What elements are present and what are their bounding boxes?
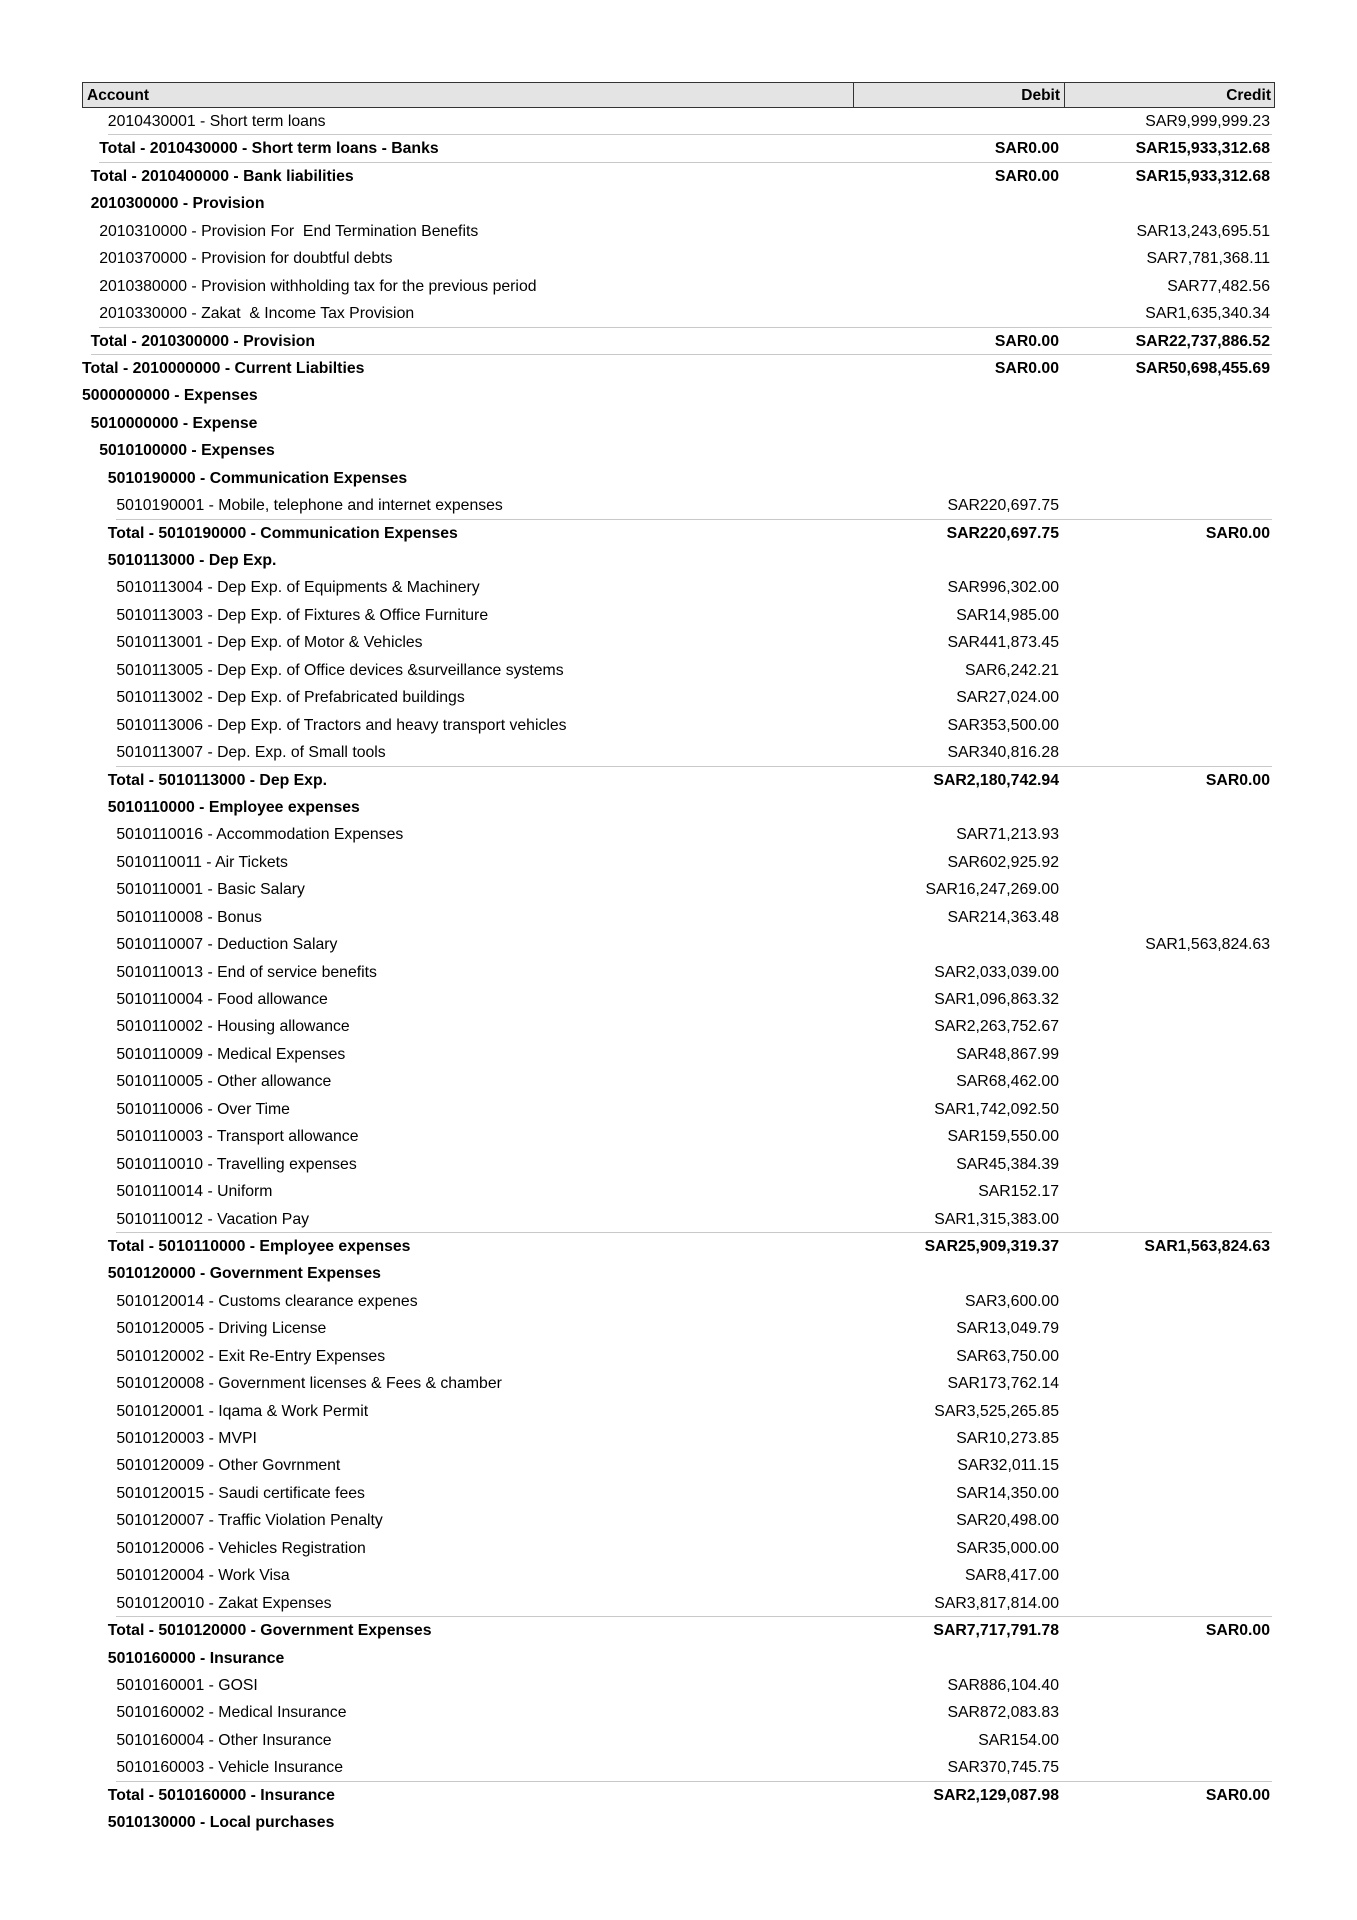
debit-amount: SAR602,925.92 (947, 853, 1059, 871)
account-name: 5010110013 - End of service benefits (116, 963, 377, 981)
table-row (82, 1727, 1275, 1754)
debit-amount: SAR340,816.28 (947, 744, 1059, 762)
account-name: 5010000000 - Expense (90, 414, 258, 432)
account-name: Total - 2010400000 - Bank liabilities (90, 167, 354, 185)
account-name: 5010120003 - MVPI (116, 1430, 257, 1447)
debit-amount: SAR32,011.15 (957, 1457, 1059, 1475)
account-name: 5010120002 - Exit Re-Entry Expenses (116, 1347, 386, 1365)
account-name: 5010100000 - Expenses (99, 442, 275, 460)
account-name: 5010110011 - Air Tickets (116, 853, 288, 871)
debit-amount: SAR35,000.00 (956, 1539, 1059, 1557)
debit-amount: SAR2,033,039.00 (934, 963, 1059, 981)
table-row (82, 1452, 1275, 1479)
table-row (82, 1178, 1275, 1205)
account-name: 5010120006 - Vehicles Registration (116, 1539, 366, 1557)
account-name: 5010113006 - Dep Exp. of Tractors and heavy transport vehicles (116, 716, 567, 734)
account-name: 5010113000 - Dep Exp. (107, 552, 277, 569)
account-name: 5010110009 - Medical Expenses (116, 1045, 346, 1063)
account-name: 5010110005 - Other allowance (116, 1073, 332, 1091)
table-row (82, 904, 1275, 931)
table-row (82, 1754, 1275, 1781)
total-row (82, 1617, 1275, 1644)
account-name: 5010110002 - Housing allowance (116, 1018, 350, 1036)
account-name: 2010370000 - Provision for doubtful debts (99, 250, 393, 268)
account-name: 5000000000 - Expenses (82, 387, 258, 405)
table-row (82, 574, 1275, 601)
account-name: Total - 5010110000 - Employee expenses (107, 1237, 411, 1255)
table-row (82, 1590, 1275, 1617)
table-row (82, 1123, 1275, 1150)
debit-amount: SAR220,697.75 (947, 497, 1059, 515)
debit-amount: SAR0.00 (994, 332, 1059, 350)
debit-amount: SAR441,873.45 (947, 634, 1059, 652)
debit-amount: SAR154.00 (978, 1731, 1059, 1749)
table-row (82, 1096, 1275, 1123)
account-name: 5010113007 - Dep. Exp. of Small tools (116, 744, 386, 762)
debit-amount: SAR6,242.21 (965, 661, 1059, 679)
account-name: 5010113003 - Dep Exp. of Fixtures & Office Furniture (116, 606, 489, 624)
debit-amount: SAR45,384.39 (956, 1155, 1059, 1173)
account-name: 5010110006 - Over Time (116, 1100, 290, 1118)
column-header-debit: Debit (853, 83, 1064, 107)
account-name: Total - 2010000000 - Current Liabilties (82, 359, 365, 377)
debit-amount: SAR152.17 (978, 1183, 1059, 1201)
debit-amount: SAR3,817,814.00 (934, 1594, 1059, 1612)
debit-amount: SAR13,049.79 (956, 1320, 1059, 1338)
account-name: Total - 5010160000 - Insurance (107, 1786, 335, 1804)
table-header (82, 82, 1275, 108)
debit-amount: SAR0.00 (994, 167, 1059, 185)
debit-amount: SAR3,525,265.85 (934, 1402, 1059, 1420)
debit-amount: SAR370,745.75 (947, 1759, 1059, 1777)
table-row (82, 849, 1275, 876)
debit-amount: SAR3,600.00 (965, 1292, 1059, 1310)
group-header-row (82, 190, 1275, 217)
table-row (82, 1562, 1275, 1589)
table-row (82, 1535, 1275, 1562)
group-header-row (82, 1260, 1275, 1287)
table-row (82, 218, 1275, 245)
credit-amount: SAR50,698,455.69 (1135, 359, 1270, 377)
table-row (82, 602, 1275, 629)
total-row (82, 1782, 1275, 1809)
table-row (82, 108, 1275, 135)
total-row (82, 1233, 1275, 1260)
debit-amount: SAR16,247,269.00 (925, 881, 1059, 899)
table-row (82, 1425, 1275, 1452)
table-row (82, 1507, 1275, 1534)
account-name: 2010430001 - Short term loans (107, 113, 326, 130)
table-row (82, 1013, 1275, 1040)
account-name: 5010113005 - Dep Exp. of Office devices &surveillance systems (116, 661, 564, 679)
credit-amount: SAR13,243,695.51 (1136, 222, 1270, 240)
debit-amount: SAR27,024.00 (956, 689, 1059, 707)
credit-amount: SAR7,781,368.11 (1146, 250, 1270, 268)
credit-amount: SAR15,933,312.68 (1135, 167, 1270, 185)
debit-amount: SAR1,742,092.50 (934, 1100, 1059, 1118)
debit-amount: SAR2,263,752.67 (934, 1018, 1059, 1036)
table-row (82, 931, 1275, 958)
credit-amount: SAR1,563,824.63 (1144, 1237, 1270, 1255)
account-name: 5010113004 - Dep Exp. of Equipments & Machinery (116, 579, 480, 597)
account-name: 2010330000 - Zakat & Income Tax Provision (99, 305, 415, 323)
table-row (82, 1370, 1275, 1397)
account-name: 5010120005 - Driving License (116, 1320, 327, 1338)
total-row (82, 520, 1275, 547)
account-name: 5010120014 - Customs clearance expenes (116, 1292, 418, 1310)
debit-amount: SAR10,273.85 (956, 1430, 1059, 1447)
account-name: 5010110012 - Vacation Pay (116, 1210, 310, 1228)
table-row (82, 1288, 1275, 1315)
table-row (82, 1151, 1275, 1178)
table-row (82, 959, 1275, 986)
table-row (82, 712, 1275, 739)
table-row (82, 657, 1275, 684)
debit-amount: SAR2,180,742.94 (933, 771, 1059, 789)
credit-amount: SAR0.00 (1205, 771, 1270, 789)
table-row (82, 684, 1275, 711)
debit-amount: SAR872,083.83 (947, 1704, 1059, 1722)
account-name: 5010160000 - Insurance (107, 1649, 285, 1667)
column-header-credit: Credit (1064, 83, 1274, 107)
account-name: 5010110001 - Basic Salary (116, 881, 305, 899)
debit-amount: SAR71,213.93 (956, 826, 1059, 844)
account-name: 5010120001 - Iqama & Work Permit (116, 1402, 369, 1420)
debit-amount: SAR25,909,319.37 (924, 1237, 1059, 1255)
group-header-row (82, 1645, 1275, 1672)
credit-amount: SAR15,933,312.68 (1135, 140, 1270, 158)
account-name: 5010110010 - Travelling expenses (116, 1155, 357, 1173)
table-row (82, 245, 1275, 272)
account-name: 5010113002 - Dep Exp. of Prefabricated buildings (116, 689, 465, 707)
table-row (82, 1068, 1275, 1095)
table-body (82, 108, 1275, 1837)
debit-amount: SAR8,417.00 (965, 1567, 1059, 1585)
debit-amount: SAR0.00 (994, 359, 1059, 377)
account-name: Total - 5010120000 - Government Expenses (107, 1622, 432, 1640)
group-header-row (82, 410, 1275, 437)
trial-balance-report (82, 82, 1275, 1837)
table-row (82, 1672, 1275, 1699)
debit-amount: SAR20,498.00 (956, 1512, 1059, 1530)
table-row (82, 273, 1275, 300)
table-row (82, 629, 1275, 656)
group-header-row (82, 794, 1275, 821)
table-row (82, 1041, 1275, 1068)
account-name: 5010130000 - Local purchases (107, 1814, 335, 1832)
account-name: 5010120008 - Government licenses & Fees & chamber (116, 1375, 502, 1393)
account-name: 5010110000 - Employee expenses (107, 798, 360, 816)
account-name: 5010160004 - Other Insurance (116, 1731, 332, 1749)
total-row (82, 163, 1275, 190)
credit-amount: SAR1,563,824.63 (1145, 936, 1270, 954)
credit-amount: SAR9,999,999.23 (1145, 113, 1270, 130)
account-name: Total - 2010430000 - Short term loans - Banks (99, 140, 439, 158)
credit-amount: SAR22,737,886.52 (1135, 332, 1270, 350)
debit-amount: SAR68,462.00 (956, 1073, 1059, 1091)
account-name: 5010160002 - Medical Insurance (116, 1704, 347, 1722)
account-name: 5010160003 - Vehicle Insurance (116, 1759, 343, 1777)
debit-amount: SAR1,096,863.32 (934, 991, 1059, 1008)
debit-amount: SAR2,129,087.98 (933, 1786, 1059, 1804)
account-name: Total - 5010190000 - Communication Expenses (107, 524, 458, 542)
group-header-row (82, 437, 1275, 464)
account-name: 5010120007 - Traffic Violation Penalty (116, 1512, 383, 1530)
credit-amount: SAR77,482.56 (1167, 277, 1270, 295)
account-name: 5010110016 - Accommodation Expenses (116, 826, 404, 844)
debit-amount: SAR353,500.00 (947, 716, 1059, 734)
table-row (82, 986, 1275, 1013)
account-name: 2010380000 - Provision withholding tax for the previous period (99, 277, 537, 295)
total-row (82, 767, 1275, 794)
group-header-row (82, 465, 1275, 492)
account-name: 5010120010 - Zakat Expenses (116, 1594, 332, 1612)
group-header-row (82, 547, 1275, 574)
debit-amount: SAR14,350.00 (956, 1484, 1059, 1502)
account-name: 5010120009 - Other Govrnment (116, 1457, 341, 1475)
total-row (82, 328, 1275, 355)
debit-amount: SAR14,985.00 (956, 606, 1059, 624)
account-name: 5010160001 - GOSI (116, 1676, 258, 1694)
table-row (82, 1315, 1275, 1342)
account-name: 5010110008 - Bonus (116, 908, 262, 926)
debit-amount: SAR886,104.40 (947, 1676, 1059, 1694)
debit-amount: SAR214,363.48 (947, 908, 1059, 926)
total-row (82, 135, 1275, 162)
table-row (82, 821, 1275, 848)
account-name: 5010110007 - Deduction Salary (116, 936, 338, 954)
table-row (82, 492, 1275, 519)
debit-amount: SAR48,867.99 (956, 1045, 1059, 1063)
account-name: 5010120004 - Work Visa (116, 1567, 290, 1585)
account-name: 5010190001 - Mobile, telephone and internet expenses (116, 497, 503, 515)
credit-amount: SAR0.00 (1205, 524, 1270, 542)
account-name: 2010310000 - Provision For End Termination Benefits (99, 222, 479, 240)
group-header-row (82, 1809, 1275, 1836)
table-row (82, 876, 1275, 903)
credit-amount: SAR0.00 (1205, 1786, 1270, 1804)
account-name: 2010300000 - Provision (90, 195, 265, 213)
total-row (82, 355, 1275, 382)
account-name: 5010110014 - Uniform (116, 1183, 273, 1201)
debit-amount: SAR7,717,791.78 (933, 1622, 1059, 1640)
group-header-row (82, 382, 1275, 409)
account-name: 5010120000 - Government Expenses (107, 1265, 381, 1283)
credit-amount: SAR1,635,340.34 (1145, 305, 1270, 323)
table-row (82, 739, 1275, 766)
account-name: 5010190000 - Communication Expenses (107, 469, 408, 487)
debit-amount: SAR159,550.00 (947, 1128, 1059, 1146)
account-name: 5010120015 - Saudi certificate fees (116, 1484, 365, 1502)
account-name: 5010110004 - Food allowance (116, 991, 328, 1008)
debit-amount: SAR0.00 (994, 140, 1059, 158)
debit-amount: SAR173,762.14 (947, 1375, 1059, 1393)
table-row (82, 1480, 1275, 1507)
account-name: Total - 2010300000 - Provision (90, 332, 316, 350)
table-row (82, 300, 1275, 327)
account-name: Total - 5010113000 - Dep Exp. (107, 771, 328, 789)
table-row (82, 1343, 1275, 1370)
debit-amount: SAR63,750.00 (956, 1347, 1059, 1365)
debit-amount: SAR1,315,383.00 (934, 1210, 1059, 1228)
credit-amount: SAR0.00 (1205, 1622, 1270, 1640)
column-header-account: Account (87, 87, 149, 104)
table-row (82, 1206, 1275, 1233)
account-name: 5010110003 - Transport allowance (116, 1128, 359, 1146)
debit-amount: SAR220,697.75 (946, 524, 1059, 542)
account-name: 5010113001 - Dep Exp. of Motor & Vehicles (116, 634, 423, 652)
table-row (82, 1699, 1275, 1726)
table-row (82, 1398, 1275, 1425)
debit-amount: SAR996,302.00 (947, 579, 1059, 597)
